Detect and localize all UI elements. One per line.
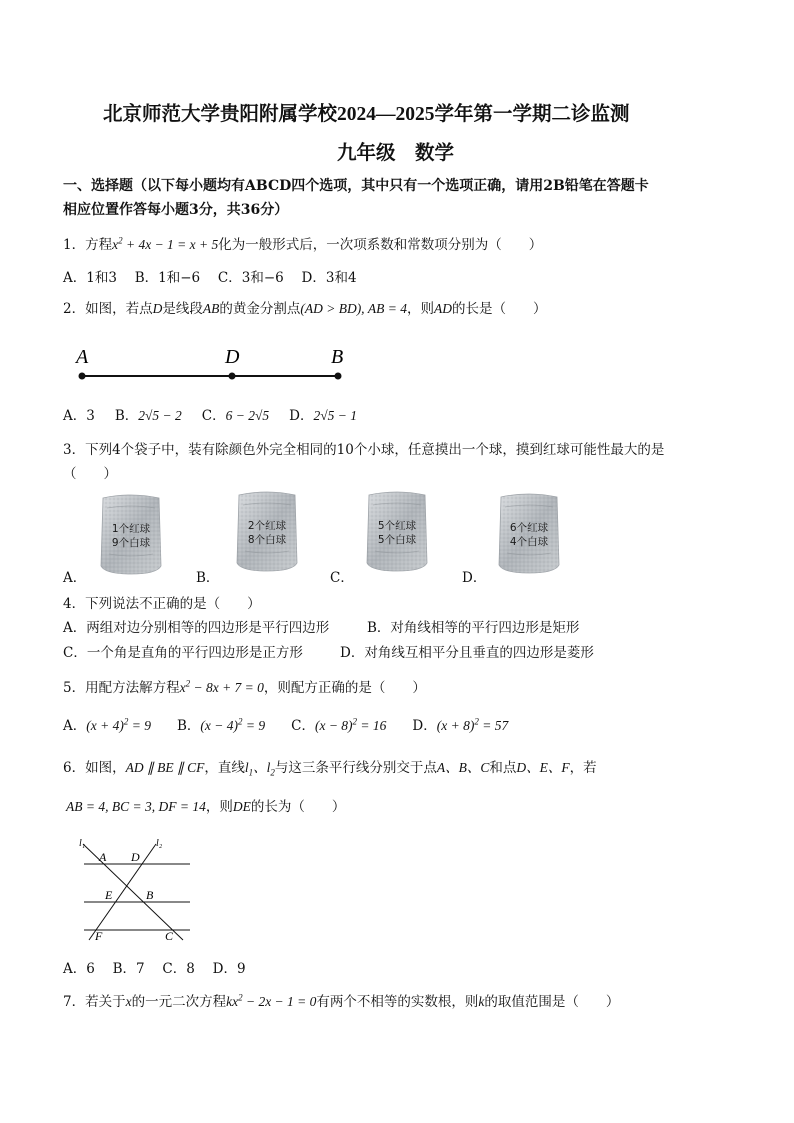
q6-stem2-c: 的长为（ ） [250,799,346,815]
q1-stem-prefix: 1．方程 [63,237,113,253]
q6-stem-c: 与这三条平行线分别交于点 [274,760,437,776]
label-d: D [131,850,140,864]
question-6-stem-line2 [66,795,345,815]
label-d: D [225,346,240,368]
label-l1: l₁ [79,838,86,849]
q5-equation: $x^2 - 8x + 7 = 0$ [179,678,264,695]
question-7-stem [63,990,619,1010]
page-subtitle: 九年级 数学 [337,143,455,164]
q2-segment-figure [70,343,360,388]
q3-option-label-c: C． [330,570,354,586]
q6-stem-e: ，若 [569,760,597,776]
q3-bag-a [97,494,165,576]
q1-equation: $x^2 + 4x - 1 = x + 5$ [112,235,219,252]
question-1-stem [63,233,542,253]
question-5-options [63,714,508,734]
label-a: A [76,346,89,368]
question-1-options: A．1和3 B．1和−6 C．3和−6 D．3和4 [63,270,357,286]
q2-option-d-label: D． [289,408,314,424]
question-4-option-d: D．对角线互相平分且垂直的四边形是菱形 [340,645,594,661]
question-2-stem [63,297,547,317]
q5-stem-b: ，则配方正确的是（ ） [263,680,426,696]
q6-parallel: AD ∥ BE ∥ CF [125,760,205,775]
bag-text-white: 9个白球 [111,537,151,549]
label-e: E [105,888,113,902]
q2-option-d-value: 2√5 − 1 [313,408,358,423]
point-d-dot [229,373,236,380]
label-a: A [99,850,107,864]
point-a-dot [79,373,86,380]
question-4-option-c: C．一个角是直角的平行四边形是正方形 [63,645,303,661]
question-5-stem [63,676,426,696]
q2-option-b-value: 2√5 − 2 [138,408,182,423]
question-6-stem-line1 [63,756,597,778]
q5-option-a: A．$(x + 4)^2 = 9$ [63,716,151,734]
point-b-dot [335,373,342,380]
q5-option-d: D．$(x + 8)^2 = 57$ [412,716,509,734]
q7-stem-d: 的取值范围是（ ） [484,994,620,1010]
q6-points-def: D、E、F [516,760,570,775]
bag-text-red: 5个红球 [377,520,417,532]
q2-stem-e: 的长是（ ） [452,301,547,317]
question-4-option-a: A．两组对边分别相等的四边形是平行四边形 [63,620,330,636]
q2-option-c-value: 6 − 2√5 [225,408,270,423]
label-c: C [165,929,174,943]
q2-option-c-label: C． [201,408,226,424]
q5-option-c: C．$(x - 8)^2 = 16$ [291,716,387,734]
q6-stem-b: ，直线 [204,760,245,776]
q3-option-label-b: B． [196,570,220,586]
q2-stem-c: 的黄金分割点 [219,301,301,317]
section-heading-line1: 一、选择题（以下每小题均有ABCD四个选项，其中只有一个选项正确，请用2B铅笔在答题卡 [63,178,649,194]
question-2-options [63,404,357,424]
q7-equation: $kx^2 - 2x - 1 = 0$ [226,992,317,1009]
label-l2: l₂ [156,838,163,849]
label-f: F [95,929,103,943]
label-b: B [331,346,344,368]
q6-given: AB = 4, BC = 3, DF = 14 [66,799,206,814]
q2-point-d: D [152,301,163,316]
q6-segment-de: DE [232,799,251,814]
section-heading-line2: 相应位置作答每小题3分，共36分） [63,202,289,218]
q2-stem-a: 2．如图，若点 [63,301,153,317]
q6-parallel-lines-figure [70,832,195,944]
q6-stem-d: 和点 [489,760,517,776]
q1-stem-suffix: 化为一般形式后，一次项系数和常数项分别为（ ） [218,237,543,253]
question-3-stem-line2: （ ） [63,466,117,482]
bag-text-red: 2个红球 [247,520,287,532]
q6-lines: $l_1$、$l_2$ [244,760,275,778]
q7-stem-b: 的一元二次方程 [131,994,227,1010]
q3-bag-c [363,491,431,573]
question-6-options: A．6 B．7 C．8 D．9 [63,961,246,977]
bag-text-red: 1个红球 [111,523,151,535]
bag-text-red: 6个红球 [509,522,549,534]
bag-text-white: 4个白球 [509,536,549,548]
q7-stem-a: 7．若关于 [63,994,126,1010]
question-4-stem: 4．下列说法不正确的是（ ） [63,596,261,612]
question-4-option-b: B．对角线相等的平行四边形是矩形 [367,620,580,636]
q2-stem-d: ，则 [407,301,435,317]
q3-option-label-a: A． [63,570,87,586]
q2-segment-ab: AB [202,301,220,316]
q2-stem-b: 是线段 [162,301,203,317]
label-b: B [146,888,154,902]
q6-stem2-b: ，则 [205,799,233,815]
bag-text-white: 5个白球 [377,534,417,546]
q3-option-label-d: D． [462,570,487,586]
question-3-stem-line1: 3．下列4个袋子中，装有除颜色外完全相同的10个小球，任意摸出一个球，摸到红球可能性最大的是 [63,442,665,458]
q2-condition: (AD > BD), AB = 4 [300,301,408,316]
q2-option-b-label: B． [114,408,139,424]
q2-option-a: A．3 [63,408,95,424]
q7-variable-x: x [125,994,132,1009]
q2-segment-ad: AD [434,301,453,316]
q5-stem-a: 5．用配方法解方程 [63,680,180,696]
q6-points-abc: A、B、C [436,760,490,775]
q3-bag-b [233,491,301,573]
page-title: 北京师范大学贵阳附属学校2024—2025学年第一学期二诊监测 [103,104,630,125]
q3-bag-d [495,493,563,575]
q5-option-b: B．$(x - 4)^2 = 9$ [176,716,266,734]
q6-stem-a: 6．如图， [63,760,126,776]
q7-stem-c: 有两个不相等的实数根，则 [316,994,479,1010]
q7-variable-k: k [478,994,485,1009]
bag-text-white: 8个白球 [247,534,287,546]
